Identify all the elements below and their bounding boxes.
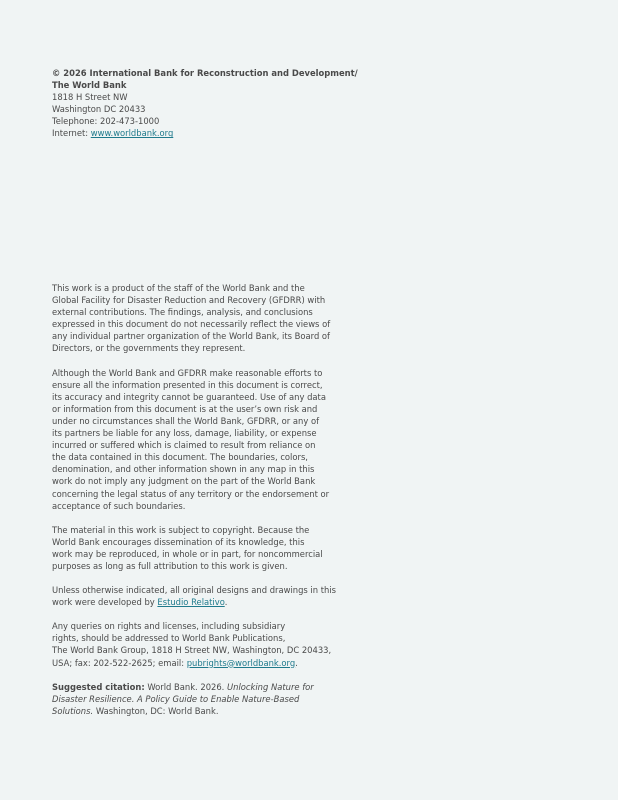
text-line	[52, 596, 342, 608]
paragraph-design-credit	[52, 584, 342, 608]
text-line: ensure all the information presented in this document is correct,	[52, 379, 323, 390]
internet-line	[52, 127, 352, 139]
citation-publisher: Washington, DC: World Bank.	[93, 705, 219, 716]
paragraph-liability	[52, 367, 342, 512]
text-line: the data contained in this document. The boundaries, colors,	[52, 452, 308, 463]
text-line: Unless otherwise indicated, all original designs and drawings in this	[52, 585, 337, 596]
fax-email-text: USA; fax: 202-522-2625; email:	[52, 657, 187, 668]
telephone: Telephone: 202-473-1000	[52, 116, 160, 127]
paragraph-rights-queries	[52, 620, 342, 668]
text-line: This work is a product of the staff of the World Bank and the	[52, 283, 305, 293]
text-line: work may be reproduced, in whole or in part, for noncommercial	[52, 548, 323, 559]
text-line: World Bank encourages dissemination of its knowledge, this	[52, 536, 305, 547]
paragraph-suggested-citation	[52, 681, 342, 717]
text-line	[52, 657, 342, 669]
text-line: Global Facility for Disaster Reduction and Recovery (GFDRR) with	[52, 295, 326, 306]
street-address: 1818 H Street NW	[52, 92, 128, 103]
text-line: Although the World Bank and GFDRR make reasonable efforts to	[52, 367, 323, 378]
text-line: its accuracy and integrity cannot be guaranteed. Use of any data	[52, 391, 326, 402]
period: .	[295, 657, 298, 668]
citation-title: Solutions.	[52, 705, 94, 716]
text-line: incurred or suffered which is claimed to result from reliance on	[52, 440, 316, 451]
text-line: The World Bank Group, 1818 H Street NW, Washington, DC 20433,	[52, 645, 332, 656]
text-line: work do not imply any judgment on the part of the World Bank	[52, 476, 316, 487]
copyright-line-2: The World Bank	[52, 80, 127, 91]
text-line	[52, 681, 342, 693]
estudio-relativo-link[interactable]: Estudio Relativo	[157, 597, 225, 608]
citation-title: Disaster Resilience. A Policy Guide to Enable Nature-Based	[52, 693, 300, 704]
text-line: Any queries on rights and licenses, including subsidiary	[52, 621, 286, 632]
pubrights-email-link[interactable]: pubrights@worldbank.org	[186, 657, 296, 668]
disclaimer-text	[52, 282, 342, 729]
citation-author-year: World Bank. 2026.	[144, 681, 228, 692]
citation-title: Unlocking Nature for	[227, 681, 314, 692]
text-line: The material in this work is subject to copyright. Because the	[52, 524, 310, 535]
text-line: or information from this document is at the user’s own risk and	[52, 403, 318, 414]
text-line: acceptance of such boundaries.	[52, 500, 186, 511]
text-line: under no circumstances shall the World Bank, GFDRR, or any of	[52, 415, 320, 426]
text-line: rights, should be addressed to World Bank Publications,	[52, 633, 286, 644]
text-line: purposes as long as full attribution to this work is given.	[52, 560, 288, 571]
text-line: any individual partner organization of the World Bank, its Board of	[52, 331, 330, 342]
worldbank-website-link[interactable]: www.worldbank.org	[90, 128, 174, 139]
copyright-line-1: © 2026 International Bank for Reconstruction and Development/	[52, 68, 358, 78]
paragraph-copyright	[52, 524, 342, 572]
text-line: Directors, or the governments they represent.	[52, 343, 246, 354]
text-line: expressed in this document do not necessarily reflect the views of	[52, 319, 331, 330]
design-credit-text: work were developed by	[52, 597, 158, 608]
text-line: denomination, and other information shown in any map in this	[52, 464, 315, 475]
text-line: concerning the legal status of any territory or the endorsement or	[52, 488, 330, 499]
period: .	[224, 597, 228, 608]
publisher-address-block	[52, 67, 358, 140]
citation-label: Suggested citation:	[52, 681, 145, 692]
paragraph-authorship	[52, 282, 342, 355]
text-line: external contributions. The findings, analysis, and conclusions	[52, 307, 313, 318]
city-address: Washington DC 20433	[52, 104, 146, 115]
internet-label: Internet:	[52, 128, 91, 139]
text-line: its partners be liable for any loss, damage, liability, or expense	[52, 428, 317, 439]
text-line	[52, 705, 342, 717]
